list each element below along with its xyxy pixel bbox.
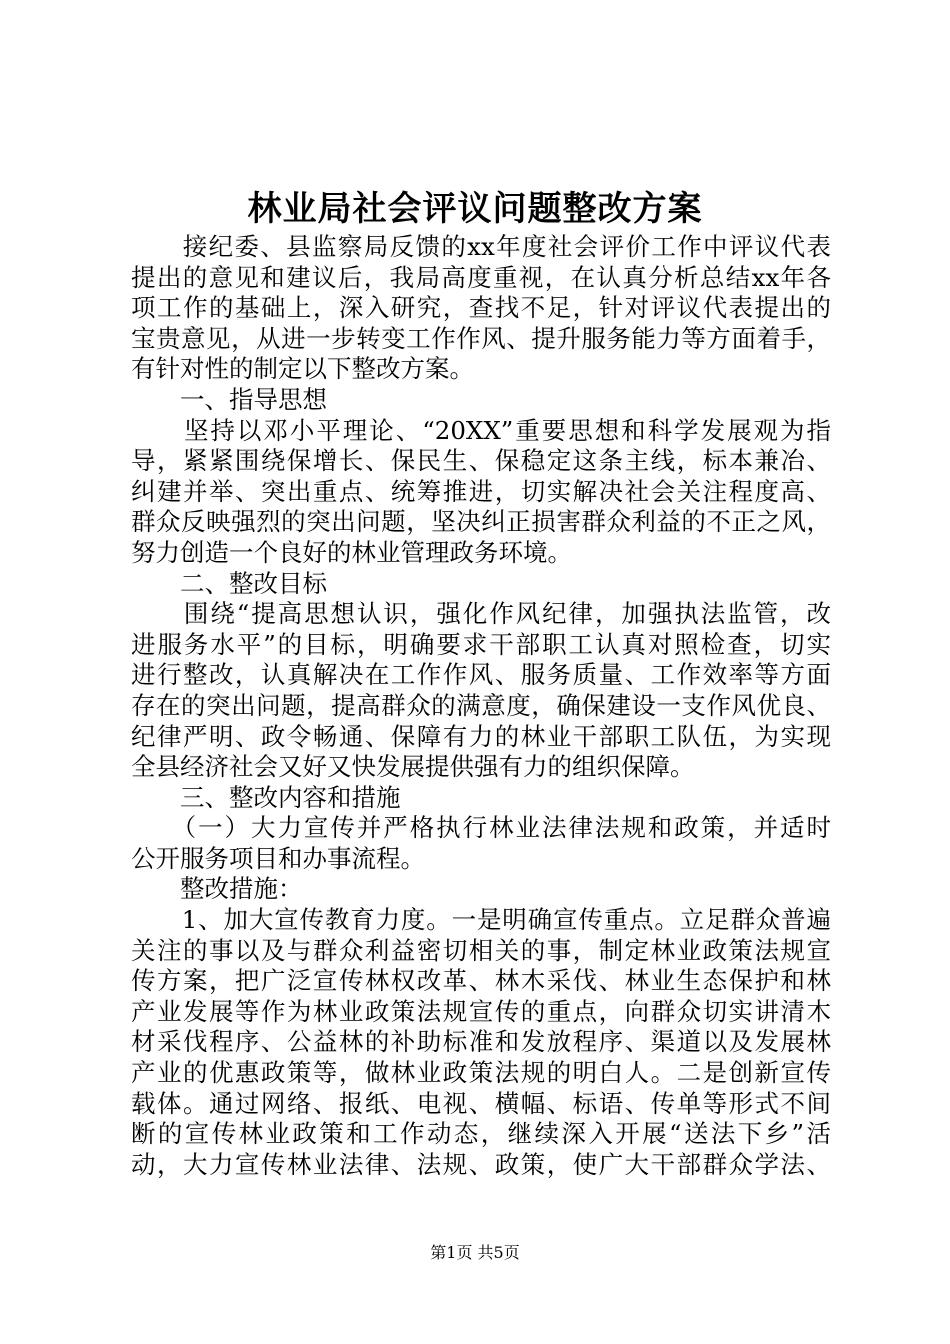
- body-line: 整改措施：: [131, 874, 303, 904]
- body-line: 提出的意见和建议后，我局高度重视，在认真分析总结xx年各: [131, 262, 831, 292]
- body-line: 传方案，把广泛宣传林权改革、林木采伐、林业生态保护和林: [131, 966, 831, 996]
- body-line: 接纪委、县监察局反馈的xx年度社会评价工作中评议代表: [131, 232, 831, 261]
- body-line: 坚持以邓小平理论、“20XX”重要思想和科学发展观为指: [131, 415, 831, 445]
- body-line: 断的宣传林业政策和工作动态，继续深入开展“送法下乡”活: [131, 1119, 831, 1149]
- body-line: 进行整改，认真解决在工作作风、服务质量、工作效率等方面: [131, 660, 831, 690]
- body-line: 产业的优惠政策等，做林业政策法规的明白人。二是创新宣传: [131, 1058, 831, 1088]
- body-line: 导，紧紧围绕保增长、保民生、保稳定这条主线，标本兼冶、: [131, 446, 831, 476]
- body-line: 载体。通过网络、报纸、电视、横幅、标语、传单等形式不间: [131, 1088, 831, 1118]
- body-line: 存在的突出问题，提高群众的满意度，确保建设一支作风优良、: [131, 690, 831, 720]
- body-line: 纪律严明、政令畅通、保障有力的林业干部职工队伍，为实现: [131, 721, 831, 751]
- body-line: 群众反映强烈的突出问题，坚决纠正损害群众利益的不正之风，: [131, 507, 831, 537]
- body-line: 三、整改内容和措施: [131, 782, 401, 812]
- body-line: 全县经济社会又好又快发展提供强有力的组织保障。: [131, 752, 695, 782]
- body-line: 宝贵意见，从进一步转变工作作风、提升服务能力等方面着手，: [131, 323, 831, 353]
- body-line: 产业发展等作为林业政策法规宣传的重点，向群众切实讲清木: [131, 996, 831, 1026]
- body-line: 项工作的基础上，深入研究，查找不足，针对评议代表提出的: [131, 293, 831, 323]
- document-title: 林业局社会评议问题整改方案: [247, 189, 703, 229]
- body-line: 二、整改目标: [131, 568, 327, 598]
- body-line: 有针对性的制定以下整改方案。: [131, 354, 474, 384]
- body-line: 纠建并举、突出重点、统筹推进，切实解决社会关注程度高、: [131, 476, 831, 506]
- page-footer: 第1页 共5页: [430, 1243, 520, 1262]
- body-line: 努力创造一个良好的林业管理政务环境。: [131, 537, 572, 567]
- body-line: 公开服务项目和办事流程。: [131, 843, 425, 873]
- document-body: [131, 232, 831, 1180]
- body-line: 1、加大宣传教育力度。一是明确宣传重点。立足群众普遍: [131, 905, 831, 935]
- body-line: 动，大力宣传林业法律、法规、政策，使广大干部群众学法、: [131, 1149, 831, 1179]
- body-line: 材采伐程序、公益林的补助标准和发放程序、渠道以及发展林: [131, 1027, 831, 1057]
- body-line: 进服务水平”的目标，明确要求干部职工认真对照检查，切实: [131, 629, 831, 659]
- body-line: （一）大力宣传并严格执行林业法律法规和政策，并适时: [131, 813, 831, 843]
- body-line: 围绕“提高思想认识，强化作风纪律，加强执法监管，改: [131, 599, 831, 629]
- body-line: 一、指导思想: [131, 384, 327, 414]
- body-line: 关注的事以及与群众利益密切相关的事，制定林业政策法规宣: [131, 935, 831, 965]
